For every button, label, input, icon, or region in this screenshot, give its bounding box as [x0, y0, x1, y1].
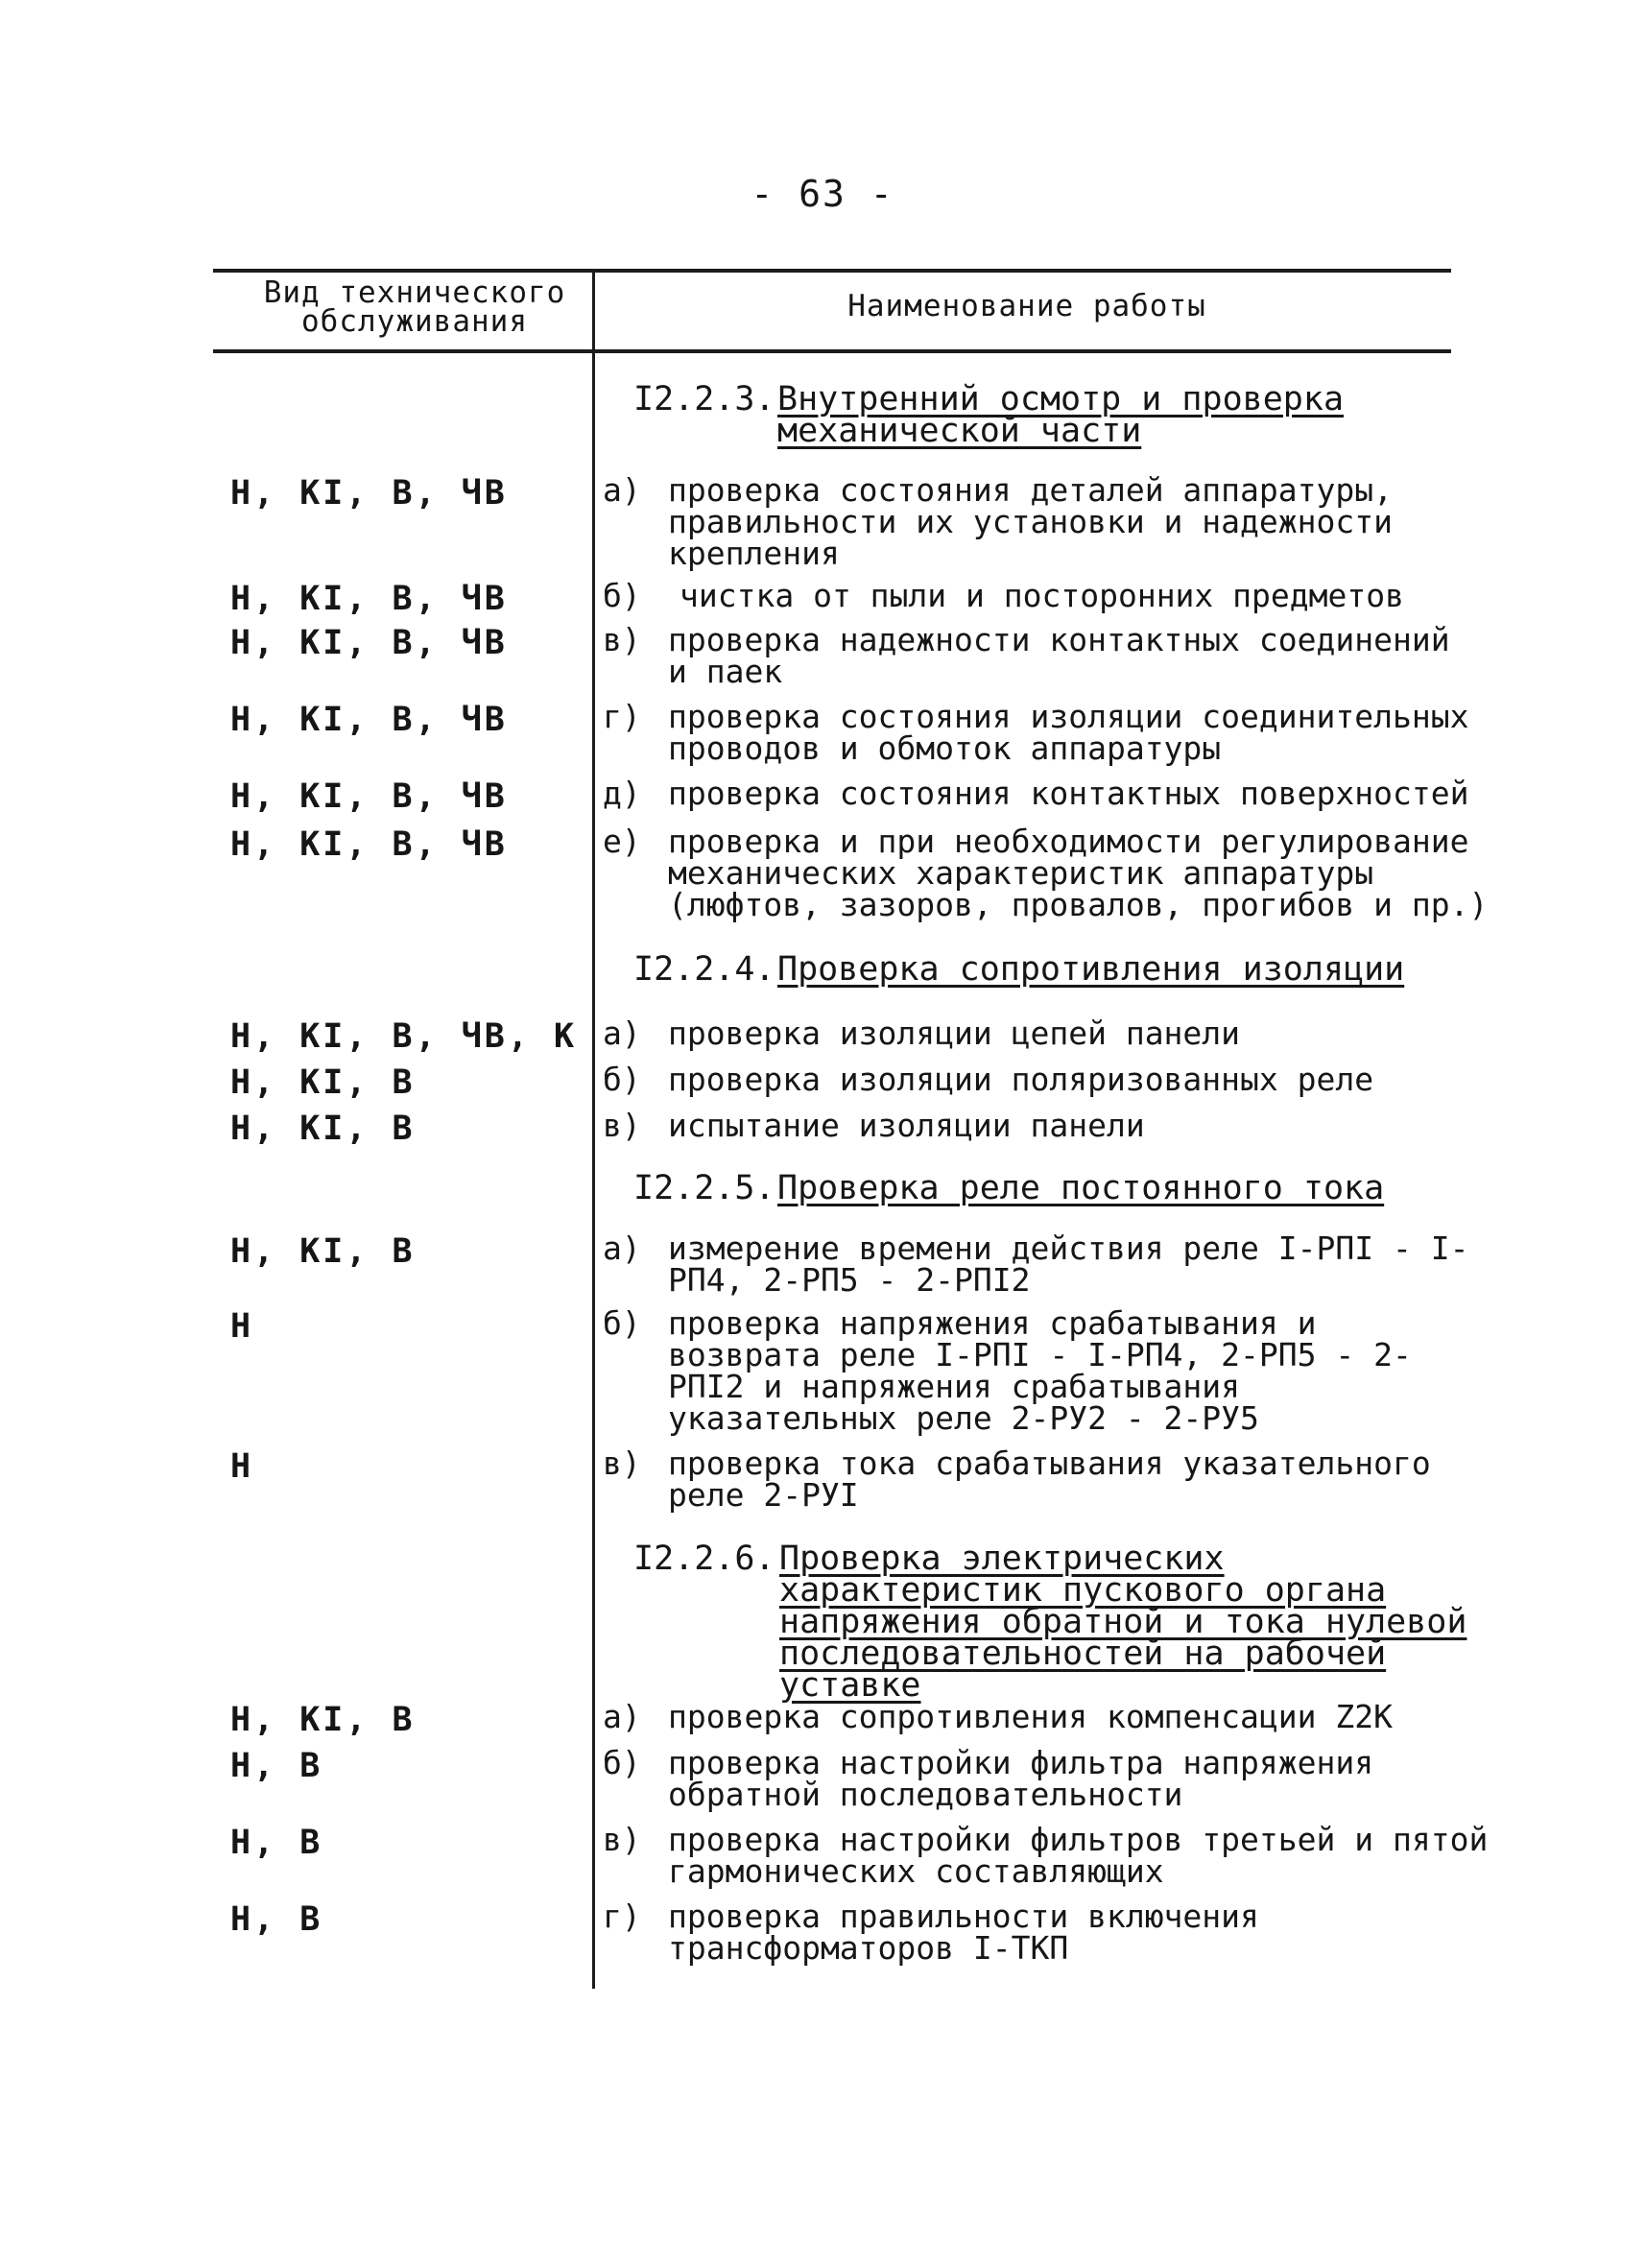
row-label: б)	[603, 1061, 641, 1098]
row-text: проверка надежности контактных соединений и паек	[668, 621, 1450, 690]
section-number: I2.2.6.	[633, 1540, 775, 1578]
section-12-2-4	[633, 950, 1440, 992]
table-top-rule	[213, 269, 1451, 273]
row-code: Н, В	[230, 1747, 323, 1785]
section-title: Проверка электрических характеристик пускового органа напряжения обратной и тока нулевой последовательностей на рабочей уставке	[779, 1540, 1467, 1705]
row-text: проверка состояния изоляции соединительных проводов и обмоток аппаратуры	[668, 698, 1469, 767]
row-text: проверка сопротивления компенсации Z2К	[668, 1698, 1393, 1735]
row-code: Н	[230, 1447, 254, 1486]
table-column-divider	[592, 271, 595, 1989]
row-text: проверка состояния деталей аппаратуры, правильности их установки и надежности крепления	[668, 471, 1393, 572]
row-text: проверка напряжения срабатывания и возврата реле I-РПI - I-РП4, 2-РП5 - 2-РПI2 и напряжения срабатывания указательных реле 2-РУ2 - 2-РУ5	[668, 1304, 1412, 1437]
row-text: проверка тока срабатывания указательного реле 2-РУI	[668, 1444, 1431, 1514]
row-label: а)	[603, 1229, 641, 1267]
row-label: д)	[603, 775, 641, 812]
row-label: б)	[603, 1304, 641, 1342]
section-number: I2.2.3.	[633, 380, 775, 418]
row-text: проверка и при необходимости регулирование механических характеристик аппаратуры (люфтов, зазоров, провалов, прогибов и пр.)	[668, 823, 1489, 923]
row-label: а)	[603, 471, 641, 509]
row-code: Н, КI, В	[230, 1232, 416, 1271]
row-text: испытание изоляции панели	[668, 1107, 1145, 1144]
row-code: Н, КI, В, ЧВ	[230, 474, 508, 513]
row-code: Н, В	[230, 1900, 323, 1939]
row-code: Н	[230, 1307, 254, 1346]
row-label: в)	[603, 1821, 641, 1858]
row-label: в)	[603, 1107, 641, 1144]
header-work-name: Наименование работы	[847, 289, 1206, 323]
row-code: Н, КI, В, ЧВ	[230, 624, 508, 662]
header-service-type: Вид технического обслуживания	[263, 275, 566, 339]
section-12-2-6	[633, 1540, 1478, 1705]
row-text: проверка изоляции цепей панели	[668, 1015, 1241, 1052]
section-title: Проверка реле постоянного тока	[777, 1169, 1385, 1207]
row-label: г)	[603, 698, 641, 735]
row-label: в)	[603, 1444, 641, 1482]
row-code: Н, В	[230, 1824, 323, 1862]
section-title: Проверка сопротивления изоляции	[777, 950, 1405, 989]
row-code: Н, КI, В, ЧВ	[230, 825, 508, 864]
section-title: Внутренний осмотр и проверка механической части	[777, 380, 1345, 450]
row-text: проверка настройки фильтров третьей и пятой гармонических составляющих	[668, 1821, 1489, 1890]
row-code: Н, КI, В, ЧВ	[230, 777, 508, 816]
row-text: проверка состояния контактных поверхностей	[668, 775, 1469, 812]
row-text: чистка от пыли и посторонних предметов	[679, 577, 1404, 614]
section-number: I2.2.5.	[633, 1169, 775, 1207]
row-label: б)	[603, 577, 641, 614]
page-number: - 63 -	[751, 173, 894, 215]
section-12-2-3	[633, 380, 1440, 451]
row-text: измерение времени действия реле I-РПI - I-РП4, 2-РП5 - 2-РПI2	[668, 1229, 1469, 1299]
section-12-2-5	[633, 1169, 1440, 1211]
row-label: б)	[603, 1744, 641, 1781]
row-text: проверка правильности включения трансформаторов I-ТКП	[668, 1898, 1259, 1967]
row-code: Н, КI, В, ЧВ	[230, 580, 508, 618]
row-label: в)	[603, 621, 641, 658]
row-label: г)	[603, 1898, 641, 1935]
row-code: Н, КI, В	[230, 1063, 416, 1102]
row-code: Н, КI, В, ЧВ, К	[230, 1017, 578, 1056]
row-label: е)	[603, 823, 641, 860]
row-code: Н, КI, В	[230, 1110, 416, 1148]
section-number: I2.2.4.	[633, 950, 775, 989]
row-label: а)	[603, 1698, 641, 1735]
row-label: а)	[603, 1015, 641, 1052]
row-text: проверка настройки фильтра напряжения обратной последовательности	[668, 1744, 1374, 1813]
row-code: Н, КI, В	[230, 1701, 416, 1739]
row-code: Н, КI, В, ЧВ	[230, 701, 508, 739]
table-header-rule	[213, 349, 1451, 353]
row-text: проверка изоляции поляризованных реле	[668, 1061, 1374, 1098]
